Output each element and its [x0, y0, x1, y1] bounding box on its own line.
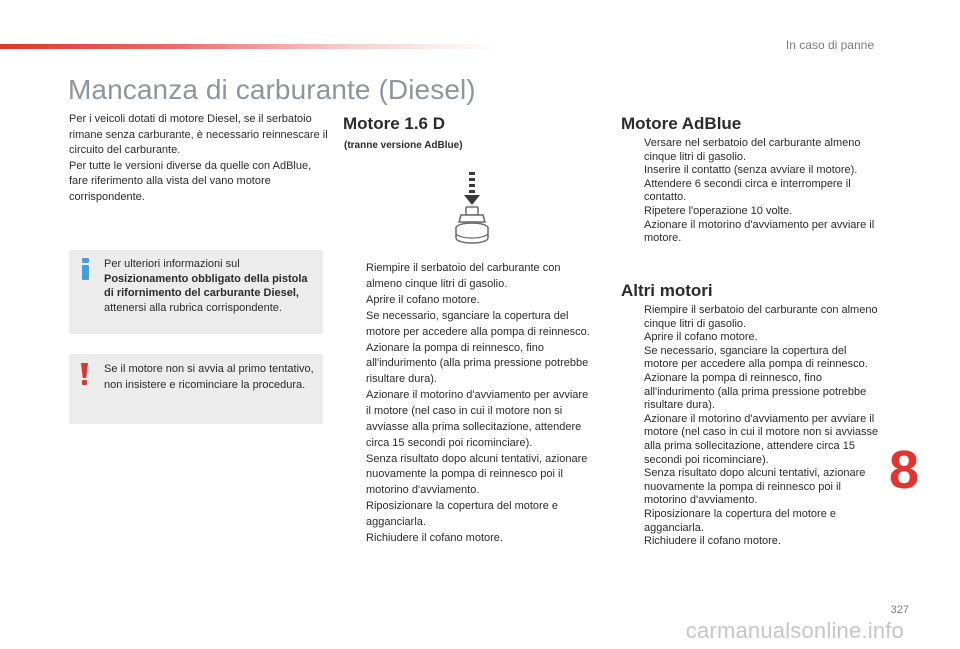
list-item-text: Versare nel serbatoio del carburante almeno cinque litri di gasolio. [644, 137, 861, 163]
list-item [620, 508, 880, 535]
warning-note [69, 354, 323, 424]
chapter-number: 8 [889, 440, 920, 500]
list-item-text: Riposizionare la copertura del motore e agganciarla. [366, 500, 558, 528]
list-item [342, 499, 594, 531]
info-icon [81, 258, 90, 280]
intro-text [69, 112, 329, 205]
list-item [342, 293, 594, 309]
list-item-text: Aprire il cofano motore. [366, 293, 480, 306]
list-item [620, 219, 880, 246]
other-engines-steps [620, 304, 880, 549]
list-item [342, 531, 594, 547]
list-item-text: Ripetere l'operazione 10 volte. [644, 204, 793, 217]
list-item-text: Attendere 6 secondi circa e interrompere il contatto. [644, 177, 851, 204]
list-item [620, 178, 880, 205]
info-note-text [69, 257, 323, 315]
list-item [342, 341, 594, 388]
list-item-text: Riempire il serbatoio del carburante con almeno cinque litri di gasolio. [366, 262, 561, 290]
list-item-text: Azionare la pompa di reinnesco, fino all'indurimento (alla prima pressione potrebbe risultare dura). [644, 371, 867, 412]
list-item-text: Se necessario, sganciare la copertura del motore per accedere alla pompa di reinnesco. [644, 344, 868, 371]
engine-adblue-steps [620, 137, 880, 246]
priming-pump-icon [452, 172, 492, 246]
list-item [342, 452, 594, 499]
list-item [342, 261, 594, 293]
page-number: 327 [890, 604, 909, 616]
header-accent-bar [0, 44, 500, 49]
info-note-text-before: Per ulteriori informazioni sul [104, 258, 240, 270]
intro-paragraph: Per tutte le versioni diverse da quelle con AdBlue, fare riferimento alla vista del vano motore corrispondente. [69, 159, 312, 203]
watermark: carmanualsonline.info [685, 618, 904, 643]
list-item [342, 309, 594, 341]
warning-icon [80, 363, 89, 385]
list-item-text: Senza risultato dopo alcuni tentativi, azionare nuovamente la pompa di reinnesco poi il motorino d'avviamento. [366, 452, 588, 497]
engine-16d-subheading: (tranne versione AdBlue) [344, 140, 463, 151]
info-note [69, 250, 323, 334]
list-item-text: Riempire il serbatoio del carburante con almeno cinque litri di gasolio. [644, 304, 878, 330]
engine-adblue-heading: Motore AdBlue [621, 114, 742, 133]
section-title: In caso di panne [785, 38, 874, 52]
list-item [620, 535, 880, 549]
list-item-text: Senza risultato dopo alcuni tentativi, azionare nuovamente la pompa di reinnesco poi il motorino d'avviamento. [644, 467, 866, 507]
engine-16d-heading: Motore 1.6 D [343, 114, 446, 133]
list-item [620, 372, 880, 413]
list-item-text: Riposizionare la copertura del motore e agganciarla. [644, 507, 836, 534]
list-item [620, 345, 880, 372]
list-item [620, 164, 880, 178]
list-item-text: Inserire il contatto (senza avviare il motore). [644, 164, 858, 177]
list-item-text: Azionare il motorino d'avviamento per avviare il motore. [644, 218, 875, 245]
warning-note-text: Se il motore non si avvia al primo tentativo, non insistere e ricominciare la procedura. [104, 363, 314, 391]
page-title: Mancanza di carburante (Diesel) [68, 74, 476, 105]
other-engines-heading: Altri motori [621, 281, 713, 300]
list-item [620, 205, 880, 219]
list-item-text: Se necessario, sganciare la copertura del motore per accedere alla pompa di reinnesco. [366, 309, 590, 338]
list-item [620, 331, 880, 345]
list-item [620, 304, 880, 331]
list-item-text: Azionare il motorino d'avviamento per avviare il motore (nel caso in cui il motore non si avviasse alla prima sollecitazione, attendere circa 15 secondi poi ricominciare). [366, 389, 589, 449]
list-item-text: Richiudere il cofano motore. [644, 535, 781, 548]
list-item-text: Azionare il motorino d'avviamento per avviare il motore (nel caso in cui il motore non si avviasse alla prima sollecitazione, attendere circa 15 secondi poi ricominciare). [644, 412, 879, 466]
list-item [620, 467, 880, 508]
intro-paragraph: Per i veicoli dotati di motore Diesel, se il serbatoio rimane senza carburante, è necessario reinnescare il circuito del carburante. [69, 113, 328, 156]
list-item-text: Azionare la pompa di reinnesco, fino all'indurimento (alla prima pressione potrebbe risultare dura). [366, 341, 589, 386]
list-item [620, 137, 880, 164]
list-item-text: Richiudere il cofano motore. [366, 531, 503, 544]
list-item [342, 388, 594, 451]
info-note-text-bold: Posizionamento obbligato della pistola di rifornimento del carburante Diesel, [104, 272, 308, 299]
info-note-text-after: attenersi alla rubrica corrispondente. [104, 301, 282, 314]
list-item [620, 413, 880, 467]
list-item-text: Aprire il cofano motore. [644, 331, 758, 344]
engine-16d-steps [342, 261, 594, 547]
